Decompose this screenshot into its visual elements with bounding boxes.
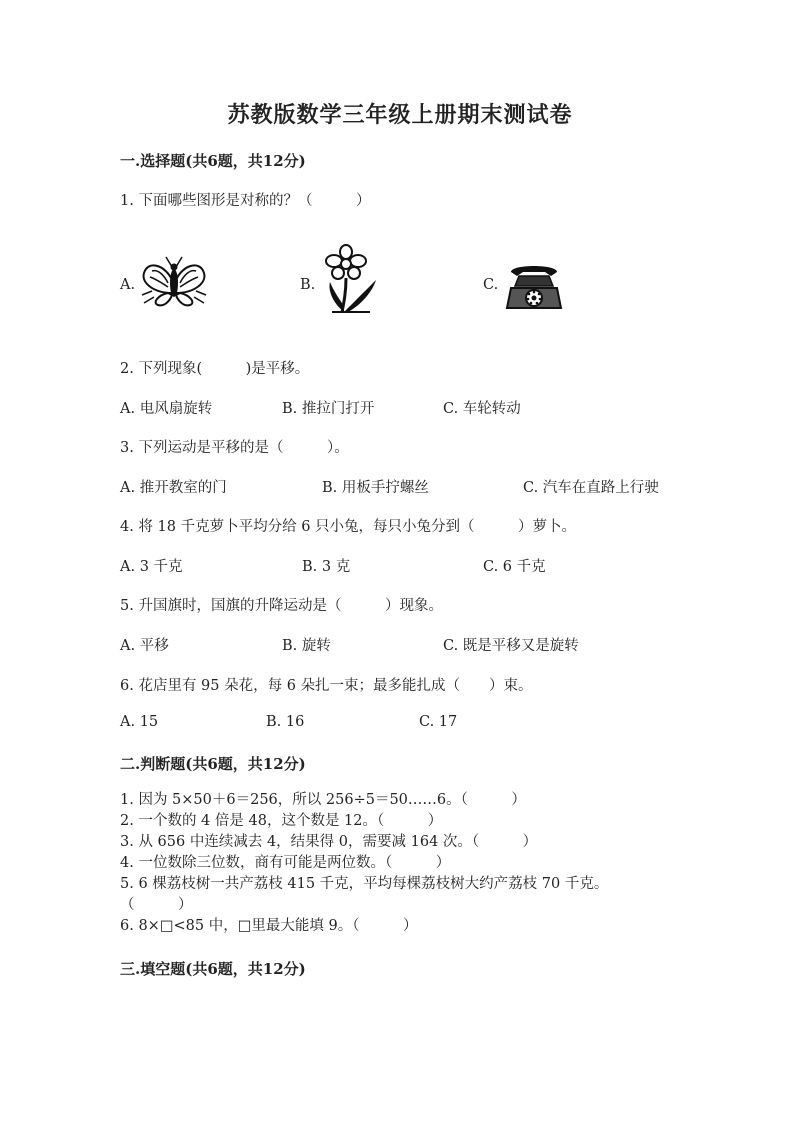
judgement-item-2: 2. 一个数的 4 倍是 48，这个数是 12。（ ） <box>120 813 443 829</box>
q2-option-a: A. 电风扇旋转 <box>120 401 213 417</box>
judgement-item-6: 6. 8×□<85 中，□里最大能填 9。（ ） <box>120 918 418 934</box>
question-3-stem: 3. 下列运动是平移的是（ ）。 <box>120 440 349 456</box>
q4-option-a: A. 3 千克 <box>120 559 183 575</box>
q3-option-c: C. 汽车在直路上行驶 <box>523 480 659 496</box>
q3-option-a: A. 推开教室的门 <box>120 480 227 496</box>
q3-option-b: B. 用板手拧螺丝 <box>322 480 429 496</box>
butterfly-figure <box>138 255 210 307</box>
section-heading-judgement: 二.判断题(共6题，共12分) <box>120 755 306 773</box>
q1-option-b-label: B. <box>300 277 316 293</box>
question-2-stem: 2. 下列现象( )是平移。 <box>120 361 310 377</box>
section-heading-choice: 一.选择题(共6题，共12分) <box>120 152 306 170</box>
telephone-figure <box>505 262 563 312</box>
q2-option-b: B. 推拉门打开 <box>282 401 375 417</box>
page-title: 苏教版数学三年级上册期末测试卷 <box>227 102 573 128</box>
q1-option-c-label: C. <box>483 277 499 293</box>
question-4-stem: 4. 将 18 千克萝卜平均分给 6 只小兔，每只小兔分到（ ）萝卜。 <box>120 519 577 535</box>
judgement-item-1: 1. 因为 5×50＋6＝256，所以 256÷5＝50……6。（ ） <box>120 792 526 808</box>
q2-option-c: C. 车轮转动 <box>443 401 521 417</box>
q4-option-b: B. 3 克 <box>302 559 351 575</box>
flower-figure <box>322 244 380 314</box>
question-1-stem: 1. 下面哪些图形是对称的？（ ） <box>120 193 371 209</box>
q5-option-b: B. 旋转 <box>282 638 331 654</box>
q6-option-a: A. 15 <box>120 714 159 730</box>
judgement-item-3: 3. 从 656 中连续减去 4，结果得 0，需要减 164 次。（ ） <box>120 834 538 850</box>
section-heading-fill-in: 三.填空题(共6题，共12分) <box>120 960 306 978</box>
question-6-stem: 6. 花店里有 95 朵花，每 6 朵扎一束；最多能扎成（ ）束。 <box>120 678 533 694</box>
judgement-item-4: 4. 一位数除三位数，商有可能是两位数。（ ） <box>120 855 451 871</box>
q5-option-c: C. 既是平移又是旋转 <box>443 638 579 654</box>
q4-option-c: C. 6 千克 <box>483 559 546 575</box>
q6-option-c: C. 17 <box>419 714 458 730</box>
judgement-item-5: 5. 6 棵荔枝树一共产荔枝 415 千克，平均每棵荔枝树大约产荔枝 70 千克。 <box>120 876 609 892</box>
judgement-item-5-bracket: （ ） <box>120 897 193 913</box>
q1-option-a-label: A. <box>120 277 136 293</box>
q6-option-b: B. 16 <box>266 714 305 730</box>
q5-option-a: A. 平移 <box>120 638 169 654</box>
question-5-stem: 5. 升国旗时，国旗的升降运动是（ ）现象。 <box>120 598 443 614</box>
